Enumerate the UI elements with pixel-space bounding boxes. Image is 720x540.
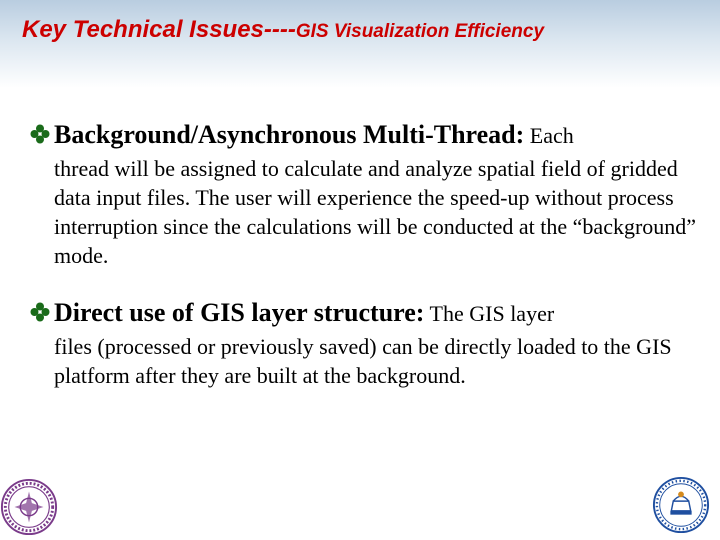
institution-emblem-logo xyxy=(652,476,710,534)
bullet-2-first-word: The GIS layer xyxy=(424,301,555,326)
bullet-1 xyxy=(30,120,702,270)
slide-title xyxy=(22,16,544,44)
bullet-2-heading: Direct use of GIS layer structure: xyxy=(54,298,425,327)
diamond-bullet-icon xyxy=(30,124,50,144)
bullet-1-body: thread will be assigned to calculate and analyze spatial field of gridded data input files. The user will experience the speed-up without process interruption since the calculations will be conducted at the “background” mode. xyxy=(54,156,697,268)
bullet-2 xyxy=(30,298,702,390)
slide-title-main: Key Technical Issues---- xyxy=(22,16,296,43)
slide-title-sub: GIS Visualization Efficiency xyxy=(295,21,545,42)
diamond-bullet-icon xyxy=(30,302,50,322)
bullet-1-heading: Background/Asynchronous Multi-Thread: xyxy=(54,120,525,149)
bullet-1-first-word: Each xyxy=(524,123,574,148)
title-band xyxy=(0,0,720,88)
university-seal-logo xyxy=(0,478,58,536)
bullet-2-body: files (processed or previously saved) can be directly loaded to the GIS platform after they are built at the background. xyxy=(54,334,672,388)
